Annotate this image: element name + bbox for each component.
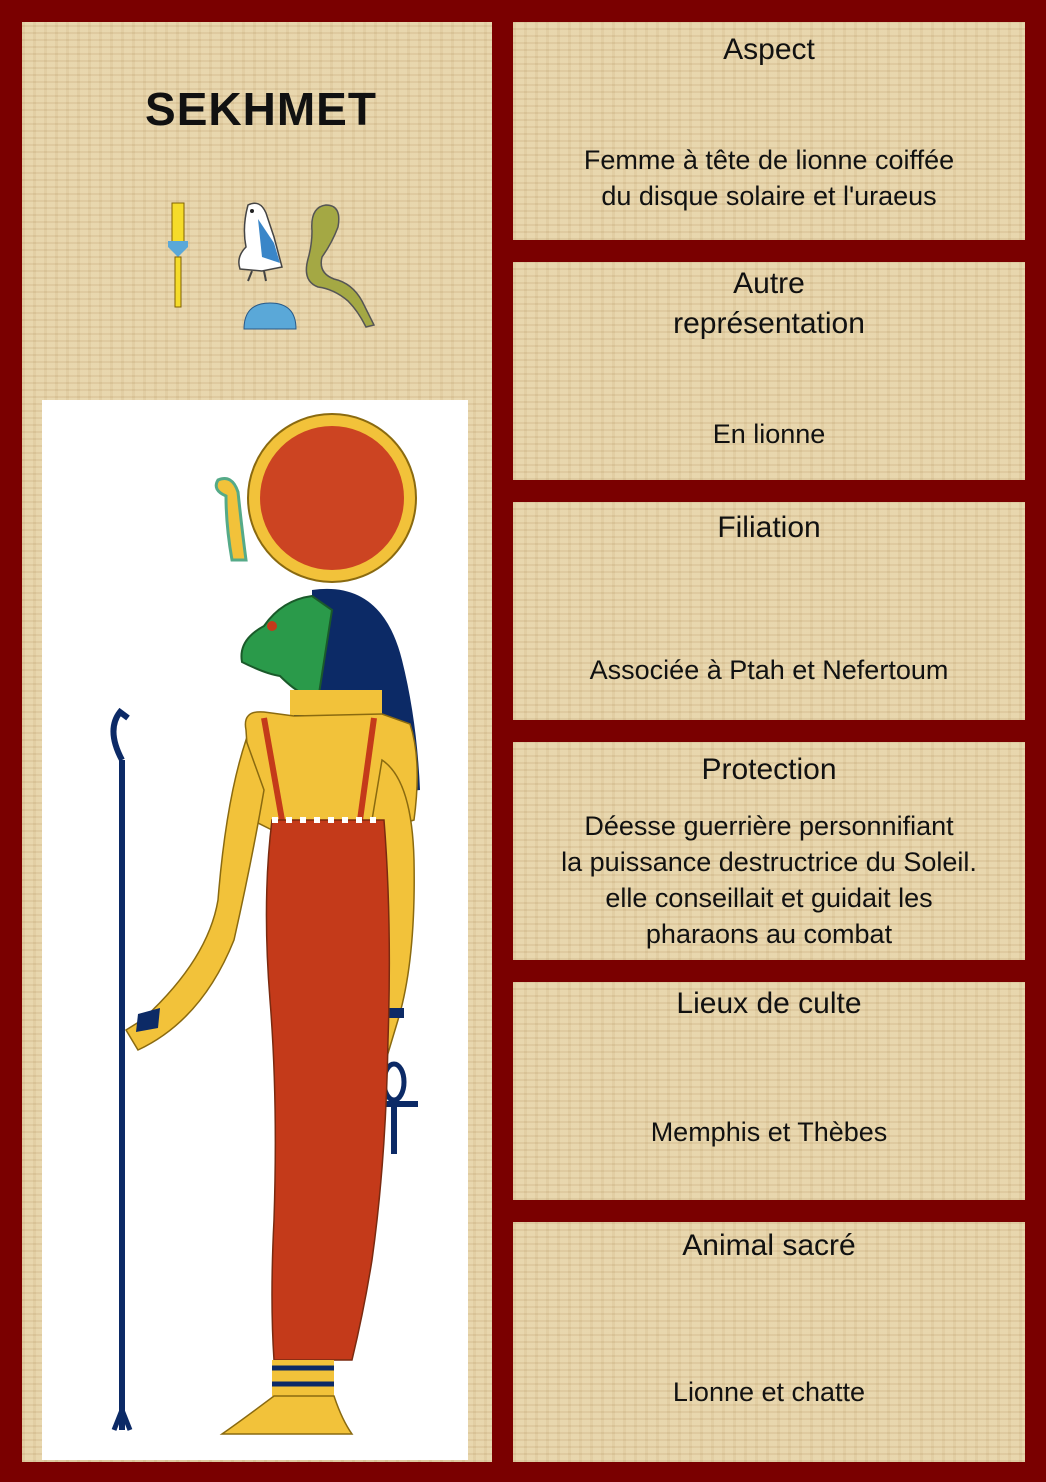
hieroglyph-bread-icon xyxy=(244,303,296,329)
left-arm xyxy=(126,740,264,1050)
hieroglyph-cobra-icon xyxy=(306,205,374,327)
panel-text: Lionne et chatte xyxy=(672,1377,866,1407)
panel-heading: Autre représentation xyxy=(673,267,865,340)
panel-autre-representation xyxy=(513,262,1025,480)
uraeus-icon xyxy=(216,479,246,561)
hieroglyph-vulture-icon xyxy=(239,203,282,281)
deity-name: SEKHMET xyxy=(145,83,377,135)
hieroglyph-sceptre-icon xyxy=(168,203,188,307)
panel-text: Associée à Ptah et Nefertoum xyxy=(589,655,949,685)
sekhmet-figure xyxy=(42,400,468,1460)
panel-heading: Lieux de culte xyxy=(676,987,862,1020)
panel-text: En lionne xyxy=(712,419,826,449)
panel-text: Déesse guerrière personnifiant la puissance destructrice du Soleil. elle conseillait et guidait les pharaons au combat xyxy=(561,811,977,949)
panel-text: Memphis et Thèbes xyxy=(650,1117,888,1147)
panel-heading: Filiation xyxy=(717,511,821,544)
panel-text: Femme à tête de lionne coiffée du disque solaire et l'uraeus xyxy=(583,145,955,211)
dress xyxy=(266,820,389,1360)
lioness-face xyxy=(241,596,332,700)
feet xyxy=(222,1396,352,1434)
panel-filiation xyxy=(513,502,1025,720)
left-card xyxy=(22,22,492,1462)
hieroglyphs xyxy=(162,197,402,337)
sun-disk xyxy=(260,426,404,570)
panel-heading: Protection xyxy=(701,753,837,786)
was-sceptre-icon xyxy=(113,712,130,1430)
panel-heading: Aspect xyxy=(723,33,815,66)
panel-aspect xyxy=(513,22,1025,240)
panel-lieux-de-culte xyxy=(513,982,1025,1200)
panel-protection xyxy=(513,742,1025,960)
panel-heading: Animal sacré xyxy=(682,1229,856,1262)
panel-animal-sacre xyxy=(513,1222,1025,1462)
